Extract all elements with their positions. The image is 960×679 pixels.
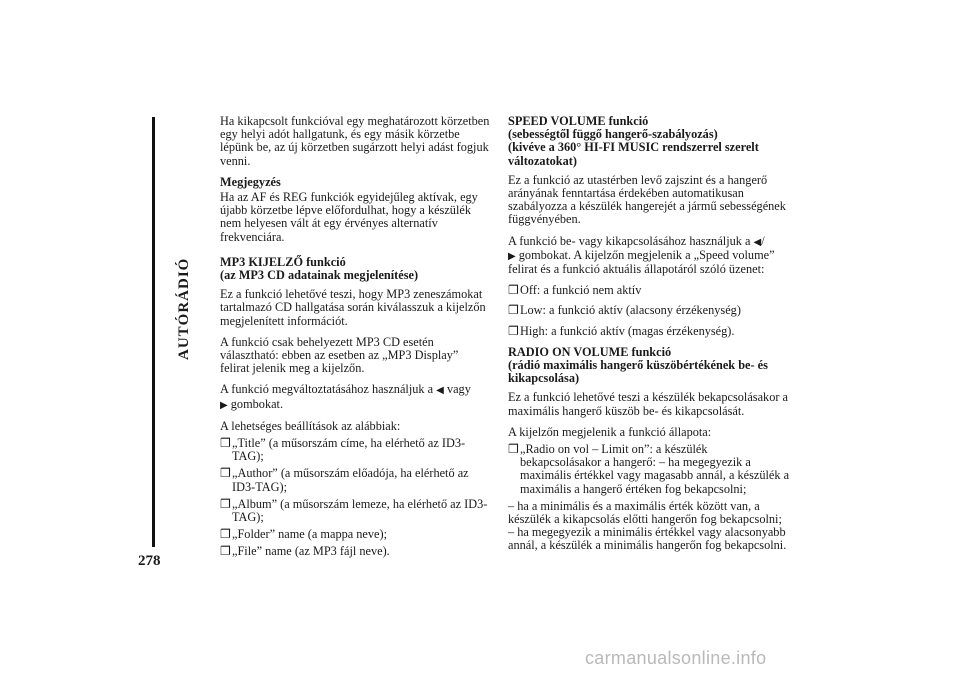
mp3-heading-line-1: MP3 KIJELZŐ funkció xyxy=(220,254,346,269)
paragraph: A kijelzőn megjelenik a funkció állapota: xyxy=(508,424,712,439)
list-item-text: Off: a funkció nem aktív xyxy=(520,283,642,298)
list-item-text: „Radio on vol – Limit on”: a készülék bekapcsolásakor a hangerő: – ha megegyezik a maximális értékkel vagy magasabb annál, a készülék a maximális a hangerő értéken fog bekapcsolni; xyxy=(520,442,790,496)
bullet-icon: ❒ xyxy=(508,442,519,457)
heading-line: RADIO ON VOLUME funkció xyxy=(508,344,672,359)
mp3-heading xyxy=(220,256,490,282)
heading-line: SPEED VOLUME funkció xyxy=(508,114,649,128)
arrow-right-icon: ▶ xyxy=(508,250,516,262)
list-item-text: Low: a funkció aktív (alacsony érzékenység) xyxy=(520,303,741,318)
bullet-icon: ❒ xyxy=(220,496,231,511)
heading-line: (sebességtől függő hangerő-szabályozás) xyxy=(508,127,718,142)
bullet-icon: ❒ xyxy=(220,527,231,542)
list-item xyxy=(220,528,490,541)
list-item xyxy=(220,437,490,463)
list-item xyxy=(220,467,490,493)
paragraph: Ez a funkció lehetővé teszi, hogy MP3 zeneszámokat tartalmazó CD hallgatása során kiválasszuk a kijelzőn megjelenített információt. xyxy=(220,287,486,328)
left-column xyxy=(220,115,490,563)
bullet-icon: ❒ xyxy=(220,436,231,451)
paragraph: A funkció csak behelyezett MP3 CD esetén választható: ebben az esetben az „MP3 Display” felirat jelenik meg a kijelzőn. xyxy=(220,334,459,376)
list-item-text: High: a funkció aktív (magas érzékenység). xyxy=(520,323,735,338)
list-item xyxy=(508,284,790,297)
heading-line: (rádió maximális hangerő küszöbértékének be- és kikapcsolása) xyxy=(508,358,768,386)
paragraph xyxy=(220,383,490,411)
list-item-text: „Title” (a műsorszám címe, ha elérhető az ID3-TAG); xyxy=(232,436,466,464)
bullet-icon: ❒ xyxy=(508,323,519,338)
note-heading: Megjegyzés xyxy=(220,174,281,189)
heading-line: (kivéve a 360° HI-FI MUSIC rendszerrel szerelt változatokat) xyxy=(508,140,759,168)
paragraph: A funkció be- vagy kikapcsolásához használjuk a ◀/ ▶ gombokat. A kijelzőn megjelenik a „Speed volume” felirat és a funkció aktuális állapotáról szóló üzenet: xyxy=(508,233,775,277)
list-item xyxy=(508,325,790,338)
bullet-icon: ❒ xyxy=(508,303,519,318)
sidebar-rule xyxy=(152,117,155,547)
dash-item: – ha a minimális és a maximális érték között van, a készülék a kikapcsolás előtti hangerőn fog bekapcsolni; xyxy=(508,498,782,527)
text-span: vagy xyxy=(446,382,471,397)
speed-volume-heading xyxy=(508,115,790,168)
list-item xyxy=(508,443,790,496)
settings-list xyxy=(220,437,490,559)
bullet-icon: ❒ xyxy=(508,283,519,298)
text-span: gombokat. xyxy=(230,396,284,411)
list-item-text: „Album” (a műsorszám lemeze, ha elérhető az ID3-TAG); xyxy=(232,496,488,525)
section-title: AUTÓRÁDIÓ xyxy=(176,257,192,360)
paragraph: Ez a funkció lehetővé teszi a készülék bekapcsolásakor a maximális hangerő küszöb be- és kikapcsolását. xyxy=(508,390,788,418)
text-span: A funkció megváltoztatásához használjuk a xyxy=(220,382,434,397)
list-item xyxy=(220,545,490,558)
paragraph: Ha kikapcsolt funkcióval egy meghatározott körzetben egy helyi adót hallgatunk, és egy másik körzetbe lépünk be, az új körzetben sugárzott helyi adást fogjuk venni. xyxy=(220,114,490,168)
right-column xyxy=(508,115,790,553)
paragraph: Ez a funkció az utastérben levő zajszint és a hangerő arányának fenntartása érdekében automatikusan szabályozza a készülék hangerejét a jármű sebességének függvényében. xyxy=(508,172,786,227)
paragraph: A lehetséges beállítások az alábbiak: xyxy=(220,418,401,433)
arrow-left-icon: ◀ xyxy=(753,236,762,248)
bullet-icon: ❒ xyxy=(220,544,231,559)
text-span: gombokat. A kijelzőn megjelenik a „Speed volume” felirat és a funkció aktuális állapotáról szóló üzenet: xyxy=(508,247,775,277)
list-item xyxy=(220,498,490,524)
mp3-heading-line-2: (az MP3 CD adatainak megjelenítése) xyxy=(220,268,419,283)
speed-volume-options xyxy=(508,284,790,338)
watermark: carmanualsonline.info xyxy=(585,648,767,668)
note-text: Ha az AF és REG funkciók egyidejűleg aktívak, egy újabb körzetbe lépve előfordulhat, hogy a készülék nem helyesen vált át egy érvényes alternatív frekvenciára. xyxy=(220,190,478,244)
bullet-icon: ❒ xyxy=(220,466,231,481)
arrow-right-icon: ▶ xyxy=(220,399,228,411)
dash-item: – ha megegyezik a minimális értékkel vagy alacsonyabb annál, a készülék a minimális hangerőn fog bekapcsolni. xyxy=(508,525,787,553)
page-number: 278 xyxy=(138,553,161,569)
text-span: A funkció be- vagy kikapcsolásához használjuk a xyxy=(508,233,751,248)
arrow-left-icon: ◀ xyxy=(436,385,444,397)
list-item xyxy=(508,304,790,317)
list-item-text: „Author” (a műsorszám előadója, ha elérhető az ID3-TAG); xyxy=(232,466,469,494)
list-item-text: „Folder” name (a mappa neve); xyxy=(232,527,388,542)
list-item-text: „File” name (az MP3 fájl neve). xyxy=(232,544,390,559)
radio-on-volume-heading xyxy=(508,346,790,386)
